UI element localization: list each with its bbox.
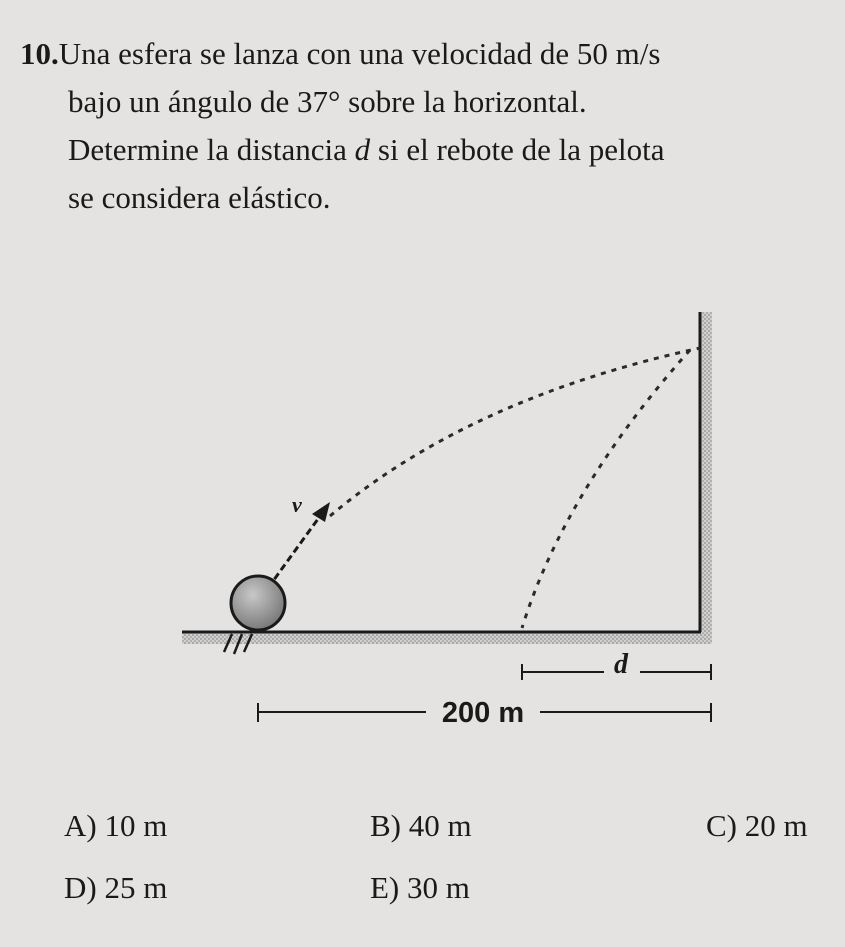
problem-statement xyxy=(20,30,820,222)
problem-line-4: se considera elástico. xyxy=(68,180,331,215)
projectile-diagram xyxy=(0,290,845,750)
ball xyxy=(231,576,285,630)
answer-b[interactable]: B) 40 m xyxy=(370,808,472,843)
velocity-arrowhead xyxy=(312,502,330,522)
trajectory-path xyxy=(330,348,700,516)
answer-row-1 xyxy=(64,808,808,870)
answer-c[interactable]: C) 20 m xyxy=(706,808,808,843)
velocity-label: v xyxy=(292,492,302,517)
answer-a[interactable]: A) 10 m xyxy=(64,808,168,843)
answer-options xyxy=(64,808,808,932)
variable-d: d xyxy=(354,132,371,167)
problem-line-3: Determine la distancia d si el rebote de la pelota xyxy=(68,132,665,167)
velocity-arrow xyxy=(268,512,323,588)
distance-label: d xyxy=(614,649,628,680)
answer-d[interactable]: D) 25 m xyxy=(64,870,168,905)
wall xyxy=(701,312,712,644)
ground xyxy=(182,632,712,644)
answer-row-2 xyxy=(64,870,804,932)
answer-e[interactable]: E) 30 m xyxy=(370,870,470,905)
problem-line-1: 10.Una esfera se lanza con una velocidad de 50 m/s xyxy=(20,36,661,71)
rebound-path xyxy=(522,350,690,628)
width-label: 200 m xyxy=(441,697,525,729)
problem-line-2: bajo un ángulo de 37° sobre la horizontal. xyxy=(68,84,587,119)
problem-number: 10. xyxy=(20,36,59,71)
